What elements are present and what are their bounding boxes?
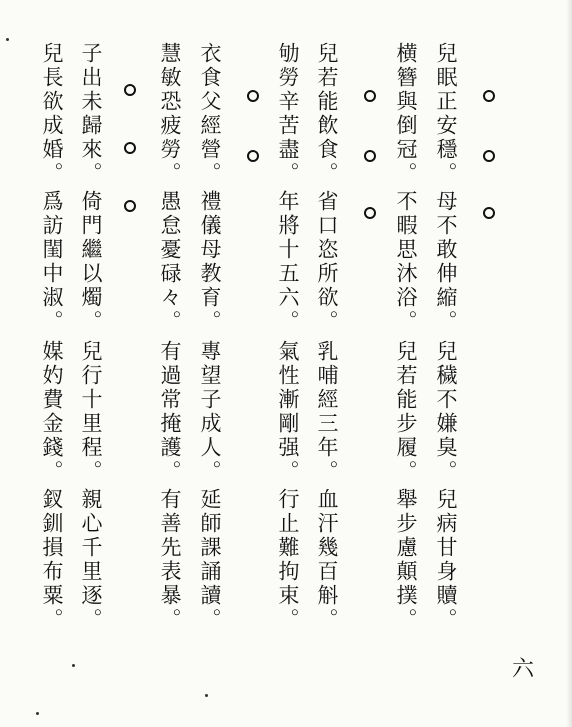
text-column-3-seg-3: 乳哺經三年。 (315, 340, 339, 484)
text-column-4-seg-3: 氣性漸剛强。 (276, 340, 300, 484)
text-column-7-seg-1: 子出未歸來。 (79, 42, 103, 186)
text-column-6-seg-1: 慧敏恐疲勞。 (158, 42, 182, 186)
circle-mark-icon (124, 142, 136, 154)
text-column-4-seg-1: 劬勞辛苦盡。 (276, 42, 300, 186)
circle-mark-icon (364, 207, 376, 219)
circle-mark-icon (124, 84, 136, 96)
text-column-7-seg-3: 兒行十里程。 (79, 340, 103, 484)
text-column-8-seg-1: 兒長欲成婚。 (40, 42, 64, 186)
text-column-5-seg-1: 衣食父經營。 (198, 42, 222, 186)
circle-mark-icon (364, 90, 376, 102)
scan-speck (205, 694, 208, 697)
circle-mark-icon (364, 150, 376, 162)
text-column-3-seg-2: 省口恣所欲。 (315, 190, 339, 334)
text-column-4-seg-2: 年將十五六。 (276, 190, 300, 334)
circle-mark-icon (483, 150, 495, 162)
scan-edge-shadow (566, 0, 572, 727)
text-column-1-seg-2: 母不敢伸縮。 (434, 190, 458, 334)
circle-mark-icon (483, 90, 495, 102)
text-column-7-seg-2: 倚門繼以燭。 (79, 190, 103, 334)
text-column-2-seg-1: 横簪與倒冠。 (394, 42, 418, 186)
page-number: 六 (512, 657, 535, 682)
circle-mark-icon (124, 200, 136, 212)
scan-speck (72, 664, 75, 667)
text-column-5-seg-2: 禮儀母教育。 (198, 190, 222, 334)
text-column-2-seg-4: 舉步慮顛撲。 (394, 488, 418, 632)
text-column-1-seg-1: 兒眠正安穩。 (434, 42, 458, 186)
text-column-6-seg-2: 愚怠憂碌々。 (158, 190, 182, 334)
text-column-6-seg-3: 有過常掩護。 (158, 340, 182, 484)
text-column-7-seg-4: 親心千里逐。 (79, 488, 103, 632)
scan-speck (6, 38, 9, 41)
text-column-5-seg-4: 延師課誦讀。 (198, 488, 222, 632)
circle-mark-icon (483, 207, 495, 219)
text-column-2-seg-2: 不暇思沐浴。 (394, 190, 418, 334)
text-column-8-seg-4: 釵釧損布粟。 (40, 488, 64, 632)
text-column-3-seg-1: 兒若能飲食。 (315, 42, 339, 186)
text-column-6-seg-4: 有善先表暴。 (158, 488, 182, 632)
text-column-4-seg-4: 行止難拘束。 (276, 488, 300, 632)
circle-mark-icon (247, 150, 259, 162)
text-column-8-seg-3: 媒妁費金錢。 (40, 340, 64, 484)
text-column-1-seg-3: 兒穢不嫌臭。 (434, 340, 458, 484)
text-column-3-seg-4: 血汗幾百斛。 (315, 488, 339, 632)
scan-speck (36, 712, 39, 715)
text-column-2-seg-3: 兒若能步履。 (394, 340, 418, 484)
text-column-1-seg-4: 兒病甘身贖。 (434, 488, 458, 632)
text-column-5-seg-3: 專望子成人。 (198, 340, 222, 484)
circle-mark-icon (247, 90, 259, 102)
text-column-8-seg-2: 爲訪閨中淑。 (40, 190, 64, 334)
